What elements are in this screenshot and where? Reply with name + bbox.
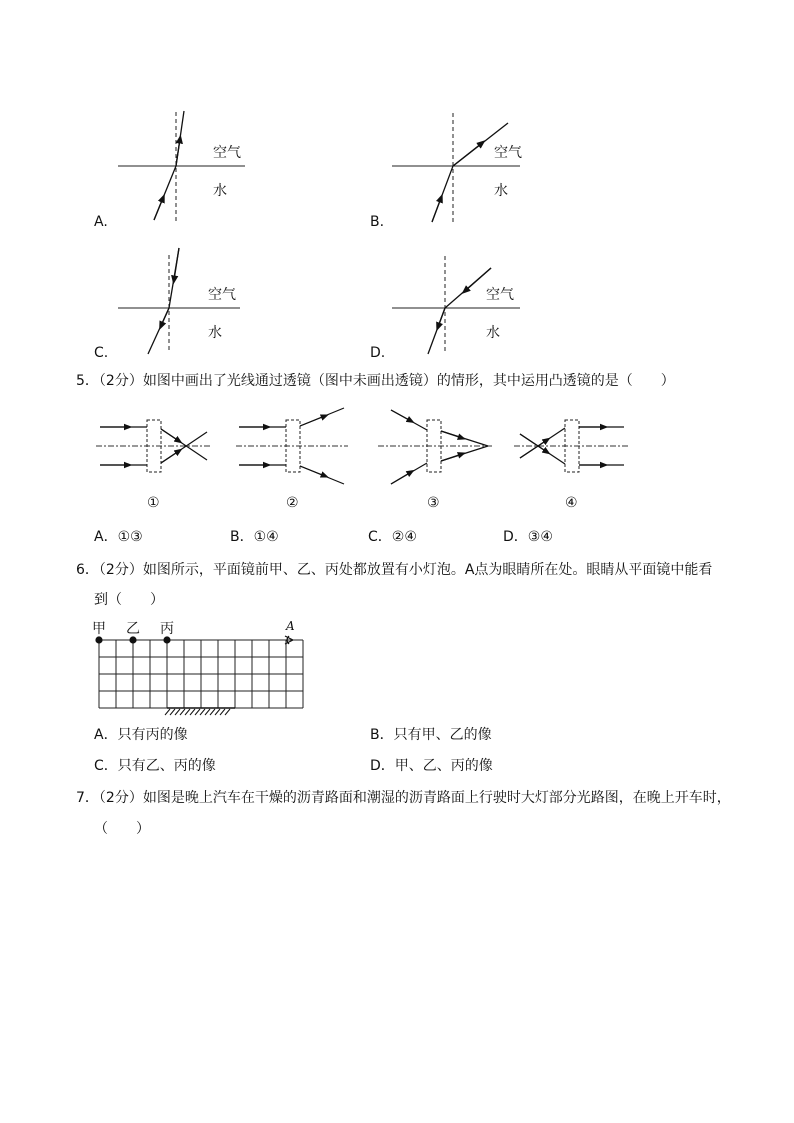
q6-stem-line1: 6．（2分）如图所示，平面镜前甲、乙、丙处都放置有小灯泡。A点为眼睛所在处。眼睛从平面镜中能看 [76,562,713,578]
lens-figure-2 [236,408,348,484]
q7-stem-line2: （ ） [94,821,150,837]
q4-c-water-label: 水 [208,325,222,341]
label-eye-a: A [286,619,295,633]
q5-option-c[interactable]: C．②④ [368,529,417,545]
q4-figure-d [392,256,520,354]
q5-option-b[interactable]: B．①④ [230,529,279,545]
q4-option-a[interactable]: A. [94,214,108,230]
label-jia: 甲 [92,621,106,637]
q4-d-water-label: 水 [486,325,500,341]
q4-c-air-label: 空气 [208,287,236,303]
lens-label-1: ① [147,495,160,511]
q5-lens-figures [0,400,794,492]
label-yi: 乙 [126,621,140,637]
q4-option-d[interactable]: D. [370,345,386,361]
q4-option-b[interactable]: B. [370,214,385,230]
plane-mirror [165,708,235,715]
q6-mirror-grid [86,614,316,718]
q4-figure-a [118,111,245,224]
lens-label-3: ③ [427,495,440,511]
q4-b-air-label: 空气 [494,145,522,161]
q4-a-water-label: 水 [213,183,227,199]
q4-d-air-label: 空气 [486,287,514,303]
q5-option-a[interactable]: A．①③ [94,529,143,545]
q6-option-c[interactable]: C．只有乙、丙的像 [94,758,216,774]
q4-option-c[interactable]: C. [94,345,109,361]
q4-a-air-label: 空气 [213,145,241,161]
q6-option-b[interactable]: B．只有甲、乙的像 [370,727,492,743]
q5-stem: 5．（2分）如图中画出了光线通过透镜（图中未画出透镜）的情形，其中运用凸透镜的是（ ） [76,373,675,389]
q4-figures [0,0,794,370]
q6-option-a[interactable]: A．只有丙的像 [94,727,188,743]
q4-b-water-label: 水 [494,183,508,199]
lens-label-4: ④ [565,495,578,511]
lens-figure-3 [378,410,492,484]
lens-figure-1 [96,420,210,472]
q7-stem-line1: 7．（2分）如图是晚上汽车在干燥的沥青路面和潮湿的沥青路面上行驶时大灯部分光路图，在晚上开车时， [76,790,731,806]
q6-stem-line2: 到（ ） [94,592,164,608]
q4-figure-b [392,113,520,224]
lens-label-2: ② [286,495,299,511]
q5-option-d[interactable]: D．③④ [503,529,553,545]
q6-option-d[interactable]: D．甲、乙、丙的像 [370,758,493,774]
lens-figure-4 [514,420,628,472]
label-bing: 丙 [160,621,174,637]
